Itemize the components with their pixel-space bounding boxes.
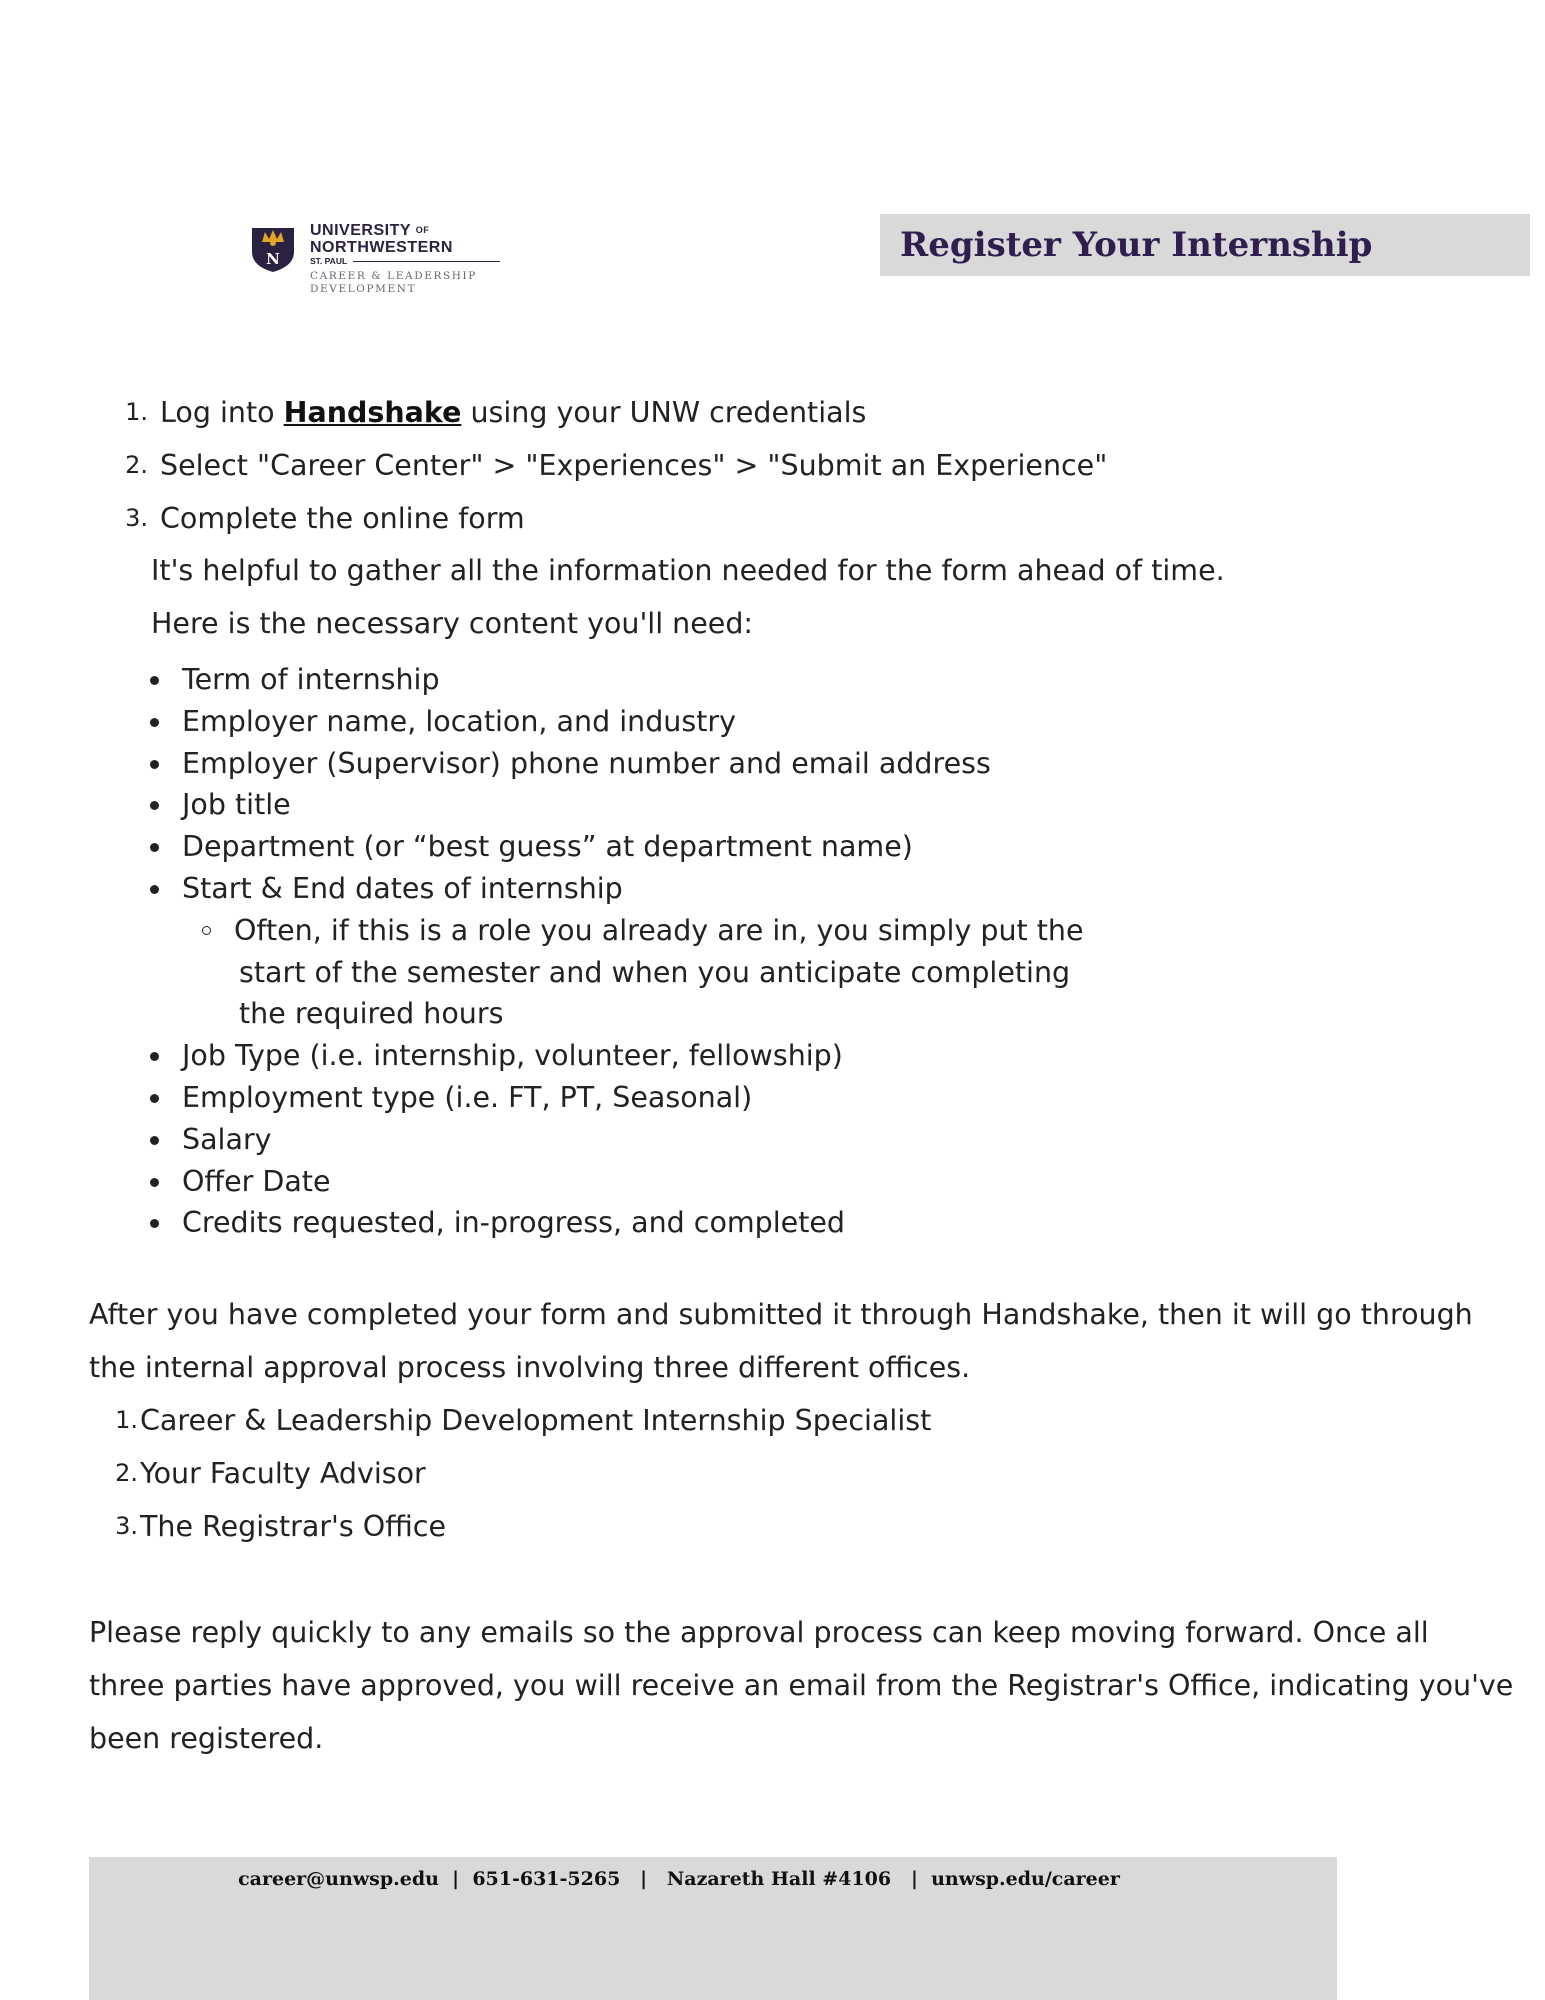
office-text: Career & Leadership Development Internship Specialist — [140, 1404, 932, 1437]
list-item: Employer name, location, and industry — [142, 701, 1084, 743]
bullet-icon — [150, 1052, 159, 1061]
list-item: Employment type (i.e. FT, PT, Seasonal) — [142, 1077, 1084, 1119]
step-number: 1. — [125, 398, 148, 426]
page-title: Register Your Internship — [900, 225, 1373, 265]
list-item: Offer Date — [142, 1161, 1084, 1203]
logo-wordmark — [310, 222, 500, 296]
bullet-icon — [150, 801, 159, 810]
bullet-icon — [150, 1178, 159, 1187]
list-item: Job title — [142, 784, 1084, 826]
logo-northwestern: NORTHWESTERN — [310, 239, 453, 256]
office-number: 2. — [115, 1459, 138, 1487]
shield-icon — [250, 222, 296, 274]
step-item — [112, 386, 1107, 439]
step-number: 2. — [125, 451, 148, 479]
office-number: 3. — [115, 1512, 138, 1540]
university-logo — [250, 220, 490, 310]
steps-list — [112, 386, 1107, 545]
list-item: Department (or “best guess” at department name) — [142, 826, 1084, 868]
bullet-icon — [150, 1219, 159, 1228]
bullet-icon — [150, 843, 159, 852]
helper-line: It's helpful to gather all the information needed for the form ahead of time. — [151, 554, 1225, 587]
office-item — [112, 1394, 931, 1447]
handshake-link[interactable]: Handshake — [283, 396, 462, 429]
paragraph-line: After you have completed your form and submitted it through Handshake, then it will go through — [89, 1298, 1473, 1331]
paragraph-line: three parties have approved, you will receive an email from the Registrar's Office, indicating you've — [89, 1669, 1514, 1702]
list-item: Job Type (i.e. internship, volunteer, fellowship) — [142, 1035, 1084, 1077]
svg-text:N: N — [266, 250, 280, 268]
bullet-icon — [150, 885, 159, 894]
list-item: Salary — [142, 1119, 1084, 1161]
bullet-icon — [150, 760, 159, 769]
circle-bullet-icon — [202, 926, 211, 935]
list-item: Credits requested, in-progress, and completed — [142, 1202, 1084, 1244]
closing-paragraph — [89, 1606, 1514, 1765]
helper-line: Here is the necessary content you'll need: — [151, 607, 754, 640]
bullet-icon — [150, 1094, 159, 1103]
required-info-list — [142, 659, 1084, 1244]
step-text: Complete the online form — [160, 502, 525, 535]
paragraph-line: been registered. — [89, 1722, 324, 1755]
step-text: Log into Handshake using your UNW credentials — [160, 396, 867, 429]
title-banner — [880, 214, 1530, 276]
logo-university: UNIVERSITY $^{OF}$ — [310, 222, 430, 239]
paragraph-line: Please reply quickly to any emails so the approval process can keep moving forward. Once all — [89, 1616, 1429, 1649]
paragraph-line: the internal approval process involving three different offices. — [89, 1351, 971, 1384]
form-helper-text — [151, 544, 1225, 650]
logo-department: CAREER & LEADERSHIP DEVELOPMENT — [310, 270, 477, 295]
step-item — [112, 439, 1107, 492]
footer-contact-info: career@unwsp.edu | 651-631-5265 | Nazareth Hall #4106 | unwsp.edu/career — [238, 1868, 1120, 1890]
bullet-icon — [150, 1136, 159, 1145]
contact-footer — [89, 1857, 1337, 2000]
office-text: Your Faculty Advisor — [140, 1457, 426, 1490]
bullet-icon — [150, 718, 159, 727]
office-number: 1. — [115, 1406, 138, 1434]
step-number: 3. — [125, 504, 148, 532]
list-item: Term of internship — [142, 659, 1084, 701]
sub-list-item: Often, if this is a role you already are in, you simply put the start of the semester and when you anticipate completing the required hours — [142, 910, 1084, 1035]
bullet-icon — [150, 676, 159, 685]
step-item — [112, 492, 1107, 545]
list-item: Employer (Supervisor) phone number and email address — [142, 743, 1084, 785]
step-text: Select "Career Center" > "Experiences" > "Submit an Experience" — [160, 449, 1108, 482]
approval-offices-list — [112, 1394, 931, 1553]
logo-st-paul: ST. PAUL — [310, 256, 500, 267]
list-item: Start & End dates of internship — [142, 868, 1084, 910]
approval-paragraph — [89, 1288, 1489, 1394]
office-item — [112, 1447, 931, 1500]
office-item — [112, 1500, 931, 1553]
office-text: The Registrar's Office — [140, 1510, 446, 1543]
